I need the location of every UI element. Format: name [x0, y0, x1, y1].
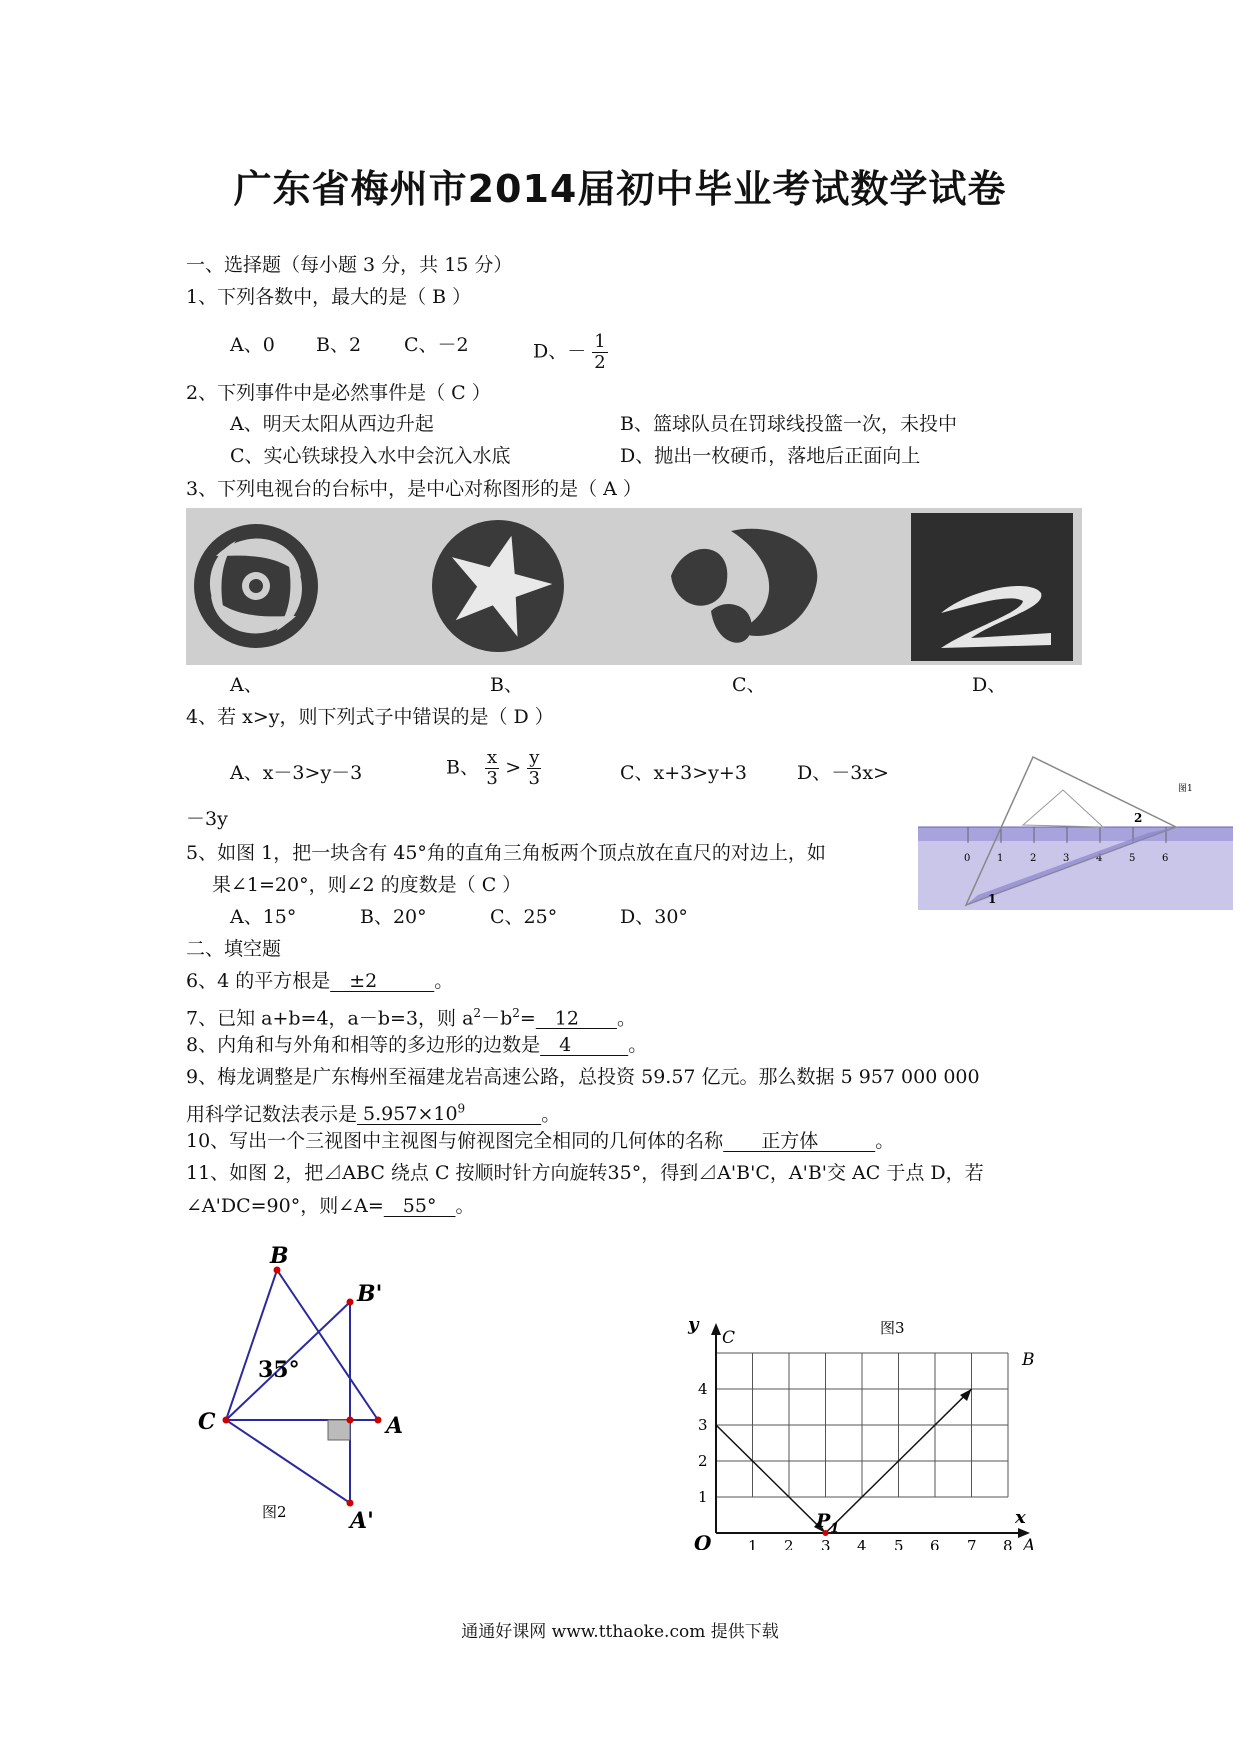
q6 — [186, 968, 453, 994]
q11-end: 。 — [455, 1195, 475, 1217]
q5-line-2: 果∠1=20°，则∠2 的度数是（ C ） — [212, 874, 522, 896]
figure-2-caption: 图2 — [262, 1503, 287, 1521]
figure-3-coordinate-grid — [680, 1305, 1060, 1550]
q4-option-b — [446, 748, 541, 789]
point-a-label: A — [1023, 1536, 1036, 1550]
square-two-logo — [911, 513, 1073, 661]
q1-option-d — [533, 332, 608, 373]
ruler-tick-3: 3 — [1063, 853, 1070, 864]
q5-option-b: B、20° — [360, 906, 427, 928]
q6-text: 6、4 的平方根是 — [186, 970, 331, 992]
x-tick-3: 3 — [821, 1537, 831, 1550]
q9-end: 。 — [541, 1103, 561, 1126]
figure-1-caption: 图1 — [1178, 784, 1193, 794]
q9-answer-exponent: 9 — [457, 1102, 466, 1116]
q2-option-d: D、抛出一枚硬币，落地后正面向上 — [620, 445, 921, 467]
q1-option-c: C、－2 — [404, 334, 469, 356]
x-tick-6: 6 — [930, 1537, 940, 1550]
q9-answer — [357, 1103, 541, 1125]
y-tick-2: 2 — [698, 1452, 708, 1470]
q5-option-a: A、15° — [230, 906, 297, 928]
q11-line-1: 11、如图 2，把⊿ABC 绕点 C 按顺时针方向旋转35°，得到⊿A'B'C，A'B'交 AC 于点 D，若 — [186, 1162, 984, 1184]
origin-label: O — [694, 1531, 712, 1550]
ruler-tick-4: 4 — [1096, 853, 1103, 864]
q3-label-d: D、 — [972, 674, 1007, 696]
x-tick-1: 1 — [748, 1537, 758, 1550]
q4-stem: 4、若 x>y，则下列式子中错误的是（ D ） — [186, 706, 554, 728]
x-tick-5: 5 — [894, 1537, 904, 1550]
q7-text-mid: －b — [481, 1007, 513, 1030]
q6-end: 。 — [434, 970, 454, 992]
q8-end: 。 — [628, 1034, 648, 1056]
q2-option-c: C、实心铁球投入水中会沉入水底 — [230, 445, 511, 467]
q1-option-a: A、0 — [230, 334, 275, 356]
q8-text: 8、内角和与外角和相等的多边形的边数是 — [186, 1034, 541, 1056]
q7-answer: 12 — [535, 1007, 617, 1030]
y-tick-1: 1 — [698, 1488, 708, 1506]
y-tick-4: 4 — [698, 1380, 708, 1398]
label-a-prime: A' — [350, 1508, 374, 1534]
q2-option-a: A、明天太阳从西边升起 — [230, 413, 434, 435]
y-axis-label: y — [688, 1314, 699, 1335]
point-p-letter: P — [816, 1510, 831, 1532]
q4-x-over-3 — [485, 748, 499, 789]
q7-text: 7、已知 a+b=4，a－b=3，则 a — [186, 1007, 474, 1030]
q7-end: 。 — [616, 1007, 636, 1030]
q7 — [186, 1000, 636, 1031]
q8-answer: 4 — [540, 1034, 629, 1056]
q9-answer-padding — [465, 1103, 541, 1125]
fraction-denominator: 2 — [594, 352, 606, 373]
q2-stem: 2、下列事件中是必然事件是（ C ） — [186, 382, 491, 404]
y-tick-labels — [698, 1380, 708, 1506]
x-tick-4: 4 — [857, 1537, 867, 1550]
q10-text: 10、写出一个三视图中主视图与俯视图完全相同的几何体的名称 — [186, 1130, 724, 1152]
label-b-prime: B' — [357, 1281, 383, 1307]
q11-answer: 55° — [383, 1195, 456, 1217]
section-heading-fill: 二、填空题 — [186, 938, 282, 960]
q11-line-2 — [186, 1193, 475, 1219]
star-logo — [432, 520, 564, 652]
x-tick-7: 7 — [967, 1537, 977, 1550]
q1-stem: 1、下列各数中，最大的是（ B ） — [186, 286, 472, 308]
q4-option-c: C、x+3>y+3 — [620, 762, 747, 784]
q7-exp-2: 2 — [512, 1006, 520, 1020]
section-heading-choice: 一、选择题（每小题 3 分，共 15 分） — [186, 254, 513, 276]
q9-answer-base: 5.957×10 — [357, 1103, 458, 1126]
q7-equals: = — [519, 1007, 536, 1030]
angle-2-label: 2 — [1134, 811, 1143, 825]
q10-answer: 正方体 — [723, 1130, 876, 1152]
q4-option-a: A、x－3>y－3 — [230, 762, 363, 784]
q4-option-d: D、－3x> — [797, 762, 889, 784]
q5-line-1: 5、如图 1，把一块含有 45°角的直角三角板两个顶点放在直尺的对边上，如 — [186, 842, 826, 864]
angle-1-label: 1 — [988, 892, 997, 906]
y-tick-3: 3 — [698, 1416, 708, 1434]
label-b: B — [270, 1245, 289, 1269]
q1-option-b: B、2 — [316, 334, 362, 356]
ruler-tick-1: 1 — [997, 853, 1004, 864]
q4-option-b-prefix: B、 — [446, 756, 479, 779]
q9-text: 用科学记数法表示是 — [186, 1103, 358, 1126]
q1-option-d-fraction — [592, 332, 607, 373]
fraction-denominator: 3 — [486, 768, 498, 789]
point-c-label: C — [722, 1328, 736, 1348]
q3-label-c: C、 — [732, 674, 766, 696]
grid-lines — [716, 1353, 1008, 1497]
q3-label-a: A、 — [230, 674, 263, 696]
q10 — [186, 1128, 894, 1154]
figure-3-caption: 图3 — [880, 1319, 905, 1337]
q7-exp-1: 2 — [473, 1006, 482, 1020]
x-tick-2: 2 — [784, 1537, 794, 1550]
label-c: C — [198, 1409, 216, 1435]
tv-logos-photo — [186, 508, 1082, 665]
angle-35-label: 35° — [258, 1357, 300, 1383]
q8 — [186, 1032, 647, 1058]
q4-option-d-continued: －3y — [186, 808, 228, 830]
fraction-denominator: 3 — [528, 768, 540, 789]
fraction-numerator: y — [529, 747, 540, 768]
q10-end: 。 — [875, 1130, 895, 1152]
q9-line-2 — [186, 1096, 560, 1127]
x-tick-8: 8 — [1003, 1537, 1013, 1550]
ruler-tick-6: 6 — [1162, 853, 1169, 864]
ruler-tick-2: 2 — [1030, 853, 1037, 864]
label-a: A — [386, 1413, 404, 1439]
q4-y-over-3 — [527, 748, 541, 789]
swirl-logo — [194, 524, 318, 648]
fraction-numerator: x — [487, 747, 498, 768]
q5-option-c: C、25° — [490, 906, 558, 928]
q11-text: ∠A'DC=90°，则∠A= — [186, 1195, 384, 1217]
ruler-tick-5: 5 — [1129, 853, 1136, 864]
q9-line-1: 9、梅龙调整是广东梅州至福建龙岩高速公路，总投资 59.57 亿元。那么数据 5 957 000 000 — [186, 1066, 980, 1088]
ruler-tick-0: 0 — [964, 853, 971, 864]
q3-label-b: B、 — [490, 674, 523, 696]
q5-option-d: D、30° — [620, 906, 688, 928]
page-title: 广东省梅州市2014届初中毕业考试数学试卷 — [233, 167, 1007, 211]
page-footer: 通通好课网 www.tthaoke.com 提供下载 — [461, 1622, 779, 1642]
fraction-numerator: 1 — [594, 331, 606, 352]
point-b-label: B — [1022, 1350, 1035, 1370]
q6-answer: ±2 — [330, 970, 435, 992]
x-tick-labels — [748, 1537, 1013, 1550]
q1-option-d-prefix: D、－ — [533, 340, 587, 363]
x-axis-label: x — [1015, 1507, 1026, 1528]
q2-option-b: B、篮球队员在罚球线投篮一次，未投中 — [620, 413, 957, 435]
point-p-subscript: 1 — [830, 1521, 840, 1536]
q3-stem: 3、下列电视台的台标中，是中心对称图形的是（ A ） — [186, 478, 642, 500]
figure-1-ruler-triangle — [918, 755, 1233, 910]
figure-2-rotation-diagram — [190, 1245, 430, 1535]
greater-than-sign: > — [505, 756, 522, 779]
